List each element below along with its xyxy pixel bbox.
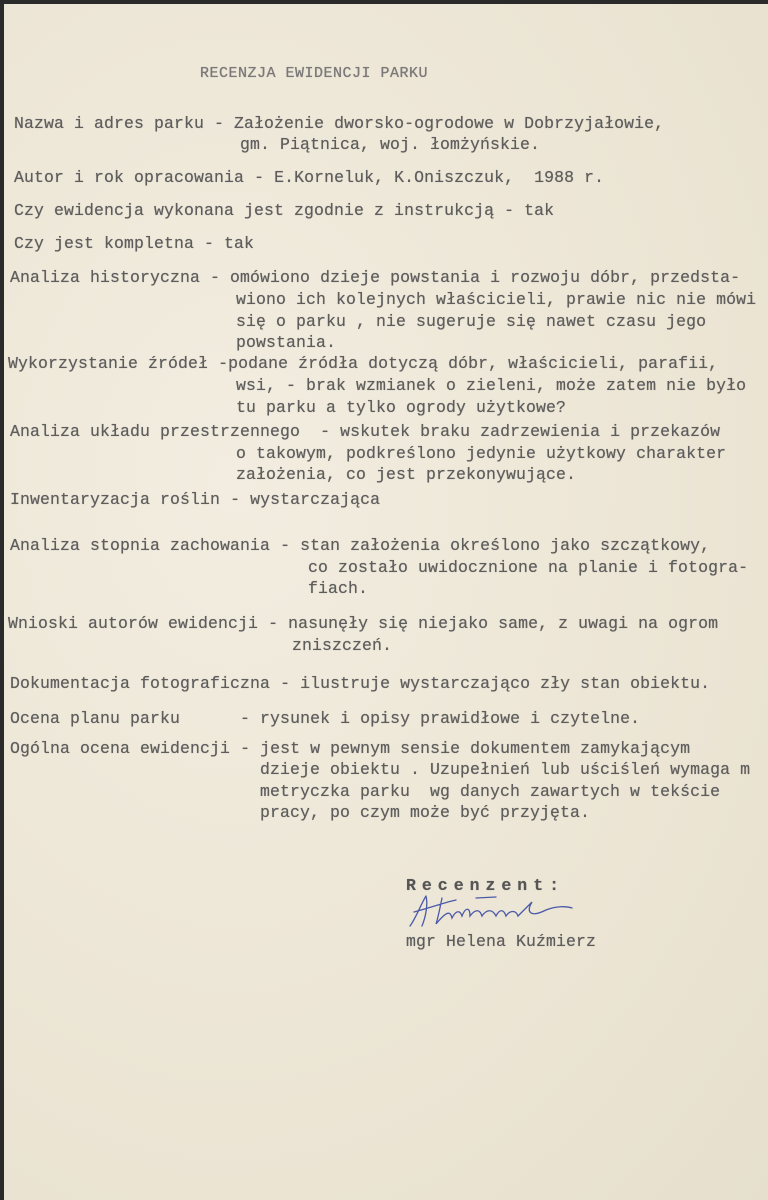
entry-value: dzieje obiektu . Uzupełnień lub uściśleń wymaga m: [260, 760, 751, 779]
entry-value: - nasunęły się niejako same, z uwagi na ogrom: [268, 614, 719, 633]
entry-completeness: [14, 234, 254, 254]
entry-value: - Założenie dworsko-ogrodowe w Dobrzyjałowie,: [214, 114, 665, 133]
reviewer-name: mgr Helena Kuźmierz: [406, 932, 597, 951]
entry-value: - tak: [504, 201, 555, 220]
entry-value: wiono ich kolejnych właścicieli, prawie nic nie mówi: [236, 290, 757, 309]
entry-value: tu parku a tylko ogrody użytkowe?: [236, 398, 567, 417]
entry-label: Czy jest kompletna: [14, 234, 195, 253]
entry-photo-documentation: [10, 674, 710, 694]
entry-value: co zostało uwidocznione na planie i fotogra-: [308, 558, 749, 577]
entry-value: - tak: [204, 234, 255, 253]
entry-label: Dokumentacja fotograficzna: [10, 674, 271, 693]
entry-value: - ilustruje wystarczająco zły stan obiektu.: [280, 674, 711, 693]
entry-label: Inwentaryzacja roślin: [10, 490, 221, 509]
entry-value: wsi, - brak wzmianek o zieleni, może zatem nie było: [236, 376, 747, 395]
entry-compliance: [14, 201, 554, 221]
document-page: [4, 4, 768, 1200]
entry-value: pracy, po czym może być przyjęta.: [260, 803, 591, 822]
entry-value: się o parku , nie sugeruje się nawet czasu jego: [236, 312, 707, 331]
entry-value: założenia, co jest przekonywujące.: [236, 465, 577, 484]
entry-value: - wystarczająca: [230, 490, 381, 509]
entry-value: - rysunek i opisy prawidłowe i czytelne.: [190, 709, 641, 728]
entry-label: Nazwa i adres parku: [14, 114, 205, 133]
entry-author: [14, 168, 604, 188]
entry-label: Analiza stopnia zachowania: [10, 536, 271, 555]
entry-label: Analiza historyczna: [10, 268, 201, 287]
entry-label: Czy ewidencja wykonana jest zgodnie z instrukcją: [14, 201, 495, 220]
entry-value: powstania.: [236, 333, 337, 352]
entry-value: - jest w pewnym sensie dokumentem zamykającym: [240, 739, 691, 758]
entry-label: Autor i rok opracowania: [14, 168, 245, 187]
reviewer-heading: Recenzent:: [406, 876, 566, 895]
entry-plant-inventory: [10, 490, 380, 510]
entry-plan-assessment: [10, 709, 640, 729]
entry-value: - stan założenia określono jako szczątkowy,: [280, 536, 711, 555]
entry-value: - E.Korneluk, K.Oniszczuk, 1988 r.: [254, 168, 605, 187]
entry-label: Wnioski autorów ewidencji: [8, 614, 259, 633]
entry-value: - wskutek braku zadrzewienia i przekazów: [310, 422, 721, 441]
entry-label: Analiza układu przestrzennego: [10, 422, 301, 441]
entry-value: -podane źródła dotyczą dóbr, właścicieli, parafii,: [218, 354, 719, 373]
entry-label: Wykorzystanie źródeł: [8, 354, 209, 373]
entry-value: metryczka parku wg danych zawartych w tekście: [260, 782, 721, 801]
entry-value: zniszczeń.: [292, 636, 393, 655]
entry-label: Ocena planu parku: [10, 709, 181, 728]
entry-value: gm. Piątnica, woj. łomżyńskie.: [240, 135, 541, 154]
entry-value: o takowym, podkreślono jedynie użytkowy charakter: [236, 444, 727, 463]
entry-label: Ogólna ocena ewidencji: [10, 739, 231, 758]
entry-value: - omówiono dzieje powstania i rozwoju dóbr, przedsta-: [210, 268, 741, 287]
document-title: RECENZJA EWIDENCJI PARKU: [200, 65, 429, 82]
entry-value: fiach.: [308, 579, 369, 598]
handwritten-signature: [406, 892, 581, 932]
